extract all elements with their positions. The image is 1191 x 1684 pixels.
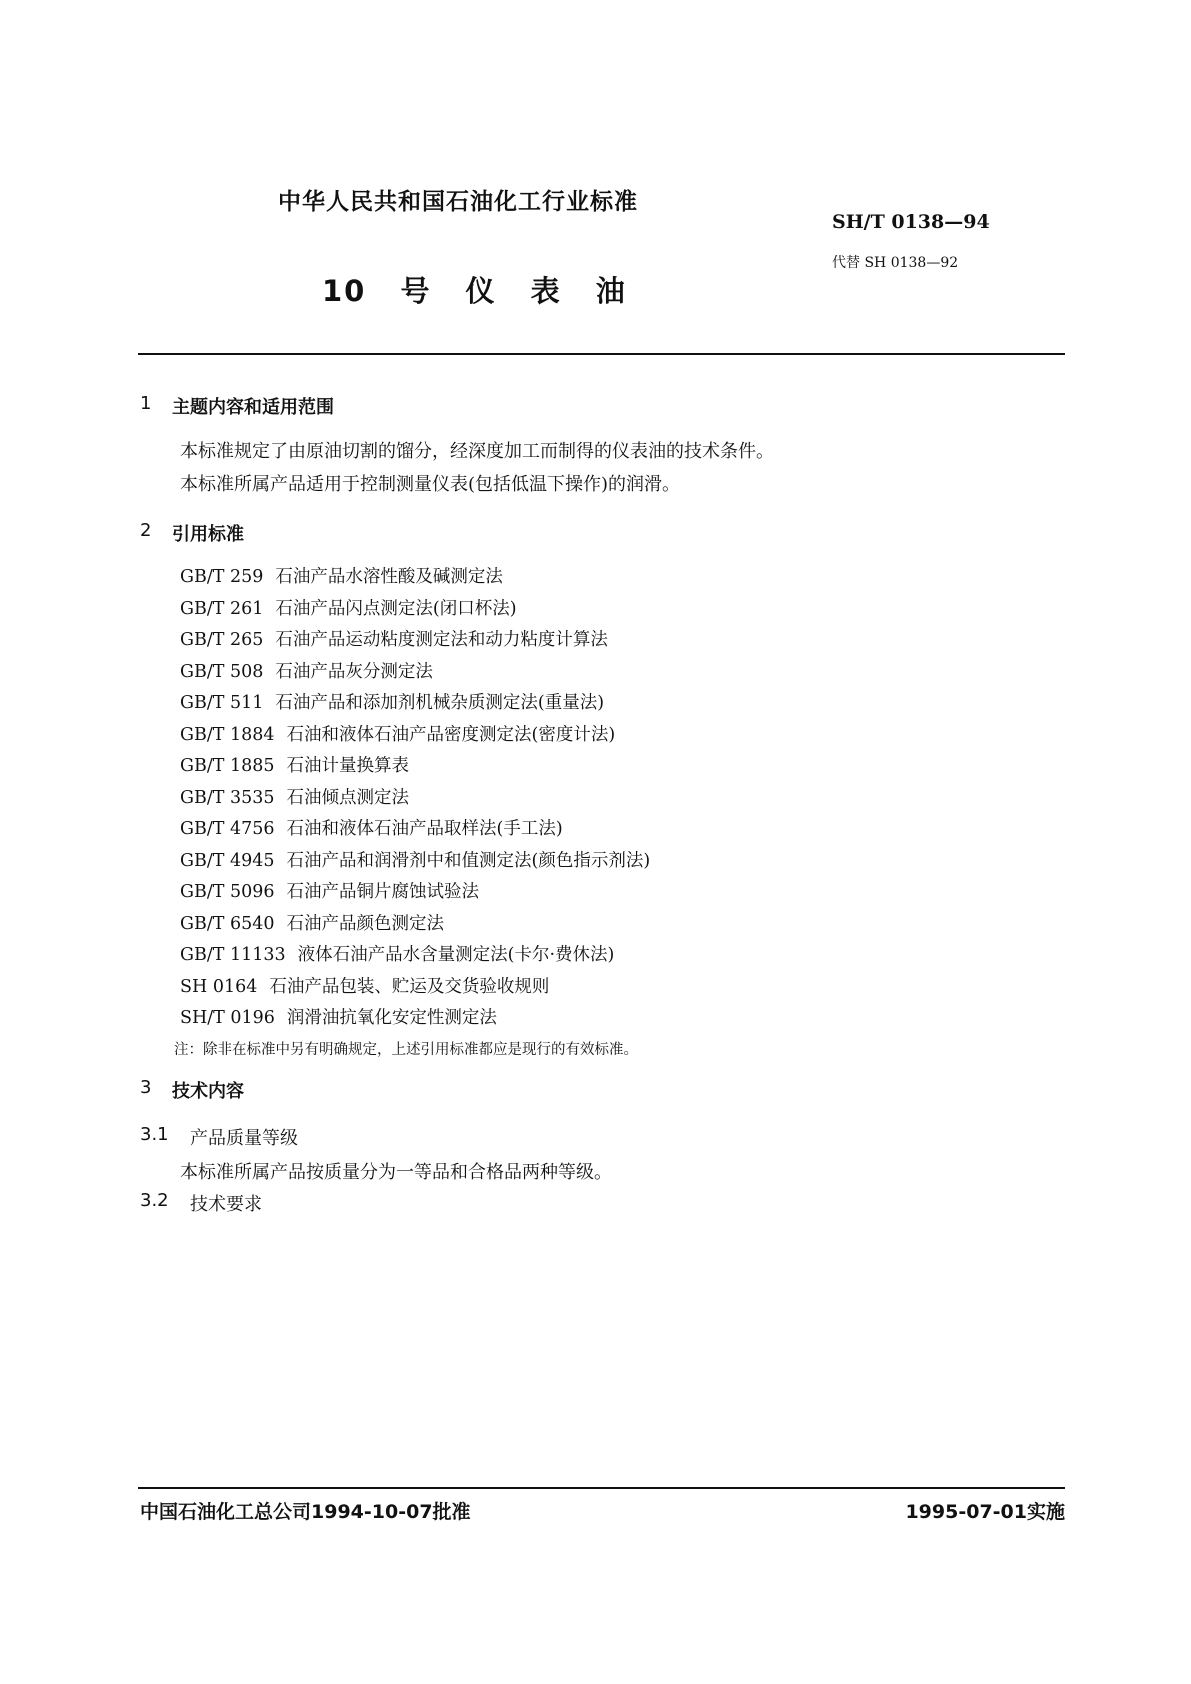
reference-title: 石油产品运动粘度测定法和动力粘度计算法 <box>275 630 608 650</box>
reference-item <box>180 562 650 594</box>
reference-code: GB/T 1884 <box>180 724 275 745</box>
reference-item <box>180 625 650 657</box>
reference-code: GB/T 4756 <box>180 819 275 839</box>
reference-title: 石油产品包装、贮运及交货验收规则 <box>269 976 550 997</box>
reference-code: GB/T 511 <box>180 693 264 713</box>
reference-title: 石油计量换算表 <box>286 756 410 776</box>
subsection-3-2-title: 技术要求 <box>190 1194 262 1215</box>
reference-item <box>180 594 650 626</box>
section-1-paragraph-2: 本标准所属产品适用于控制测量仪表(包括低温下操作)的润滑。 <box>180 474 681 495</box>
reference-item <box>180 814 650 846</box>
reference-title: 润滑油抗氧化安定性测定法 <box>286 1008 497 1028</box>
section-3-title: 技术内容 <box>172 1081 244 1102</box>
reference-code: GB/T 1885 <box>180 756 275 776</box>
section-1-paragraph-1: 本标准规定了由原油切割的馏分，经深度加工而制得的仪表油的技术条件。 <box>180 441 774 462</box>
section-1-title: 主题内容和适用范围 <box>172 397 334 418</box>
reference-code: SH/T 0196 <box>180 1008 275 1028</box>
replaces-standard: 代替 SH 0138—92 <box>832 255 959 271</box>
reference-item <box>180 751 650 783</box>
reference-title: 石油产品闪点测定法(闭口杯法) <box>275 598 517 619</box>
reference-title: 石油产品水溶性酸及碱测定法 <box>275 567 503 587</box>
subsection-3-1-text: 本标准所属产品按质量分为一等品和合格品两种等级。 <box>180 1162 612 1183</box>
section-2-number: 2 <box>140 520 152 541</box>
subsection-3-2-number: 3.2 <box>140 1190 169 1211</box>
reference-item <box>180 846 650 878</box>
reference-item <box>180 940 650 972</box>
reference-title: 石油产品和润滑剂中和值测定法(颜色指示剂法) <box>286 850 651 871</box>
reference-title: 石油倾点测定法 <box>286 787 410 808</box>
reference-title: 液体石油产品水含量测定法(卡尔·费休法) <box>297 945 615 965</box>
subsection-3-1-title: 产品质量等级 <box>190 1128 298 1149</box>
section-3-number: 3 <box>140 1077 152 1098</box>
reference-item <box>180 909 650 941</box>
document-title: 10 号 仪 表 油 <box>322 274 627 308</box>
reference-title: 石油产品灰分测定法 <box>275 661 433 682</box>
reference-title: 石油和液体石油产品取样法(手工法) <box>286 819 563 839</box>
approval-statement: 中国石油化工总公司1994-10-07批准 <box>140 1501 471 1523</box>
reference-code: GB/T 4945 <box>180 850 275 871</box>
reference-code: GB/T 3535 <box>180 787 275 808</box>
reference-code: GB/T 5096 <box>180 882 275 902</box>
reference-code: GB/T 6540 <box>180 913 275 934</box>
reference-item <box>180 1003 650 1035</box>
reference-item <box>180 657 650 689</box>
reference-item <box>180 688 650 720</box>
reference-title: 石油产品铜片腐蚀试验法 <box>286 882 480 902</box>
reference-title: 石油和液体石油产品密度测定法(密度计法) <box>286 724 616 745</box>
reference-list <box>180 562 650 1035</box>
reference-title: 石油产品颜色测定法 <box>286 913 445 934</box>
reference-item <box>180 877 650 909</box>
issuing-org-title: 中华人民共和国石油化工行业标准 <box>278 189 638 215</box>
effective-date: 1995-07-01实施 <box>905 1501 1065 1523</box>
reference-code: GB/T 11133 <box>180 945 286 965</box>
reference-item <box>180 720 650 752</box>
standard-number: SH/T 0138—94 <box>832 211 990 233</box>
reference-title: 石油产品和添加剂机械杂质测定法(重量法) <box>275 693 605 713</box>
section-2-title: 引用标准 <box>172 524 244 545</box>
reference-code: GB/T 261 <box>180 598 264 619</box>
reference-code: SH 0164 <box>180 976 258 997</box>
reference-code: GB/T 265 <box>180 630 264 650</box>
reference-code: GB/T 508 <box>180 661 264 682</box>
footer-divider <box>138 1487 1065 1489</box>
section-1-number: 1 <box>140 393 152 414</box>
reference-item <box>180 972 650 1004</box>
reference-item <box>180 783 650 815</box>
subsection-3-1-number: 3.1 <box>140 1124 169 1145</box>
reference-code: GB/T 259 <box>180 567 264 587</box>
reference-note: 注：除非在标准中另有明确规定，上述引用标准都应是现行的有效标准。 <box>174 1042 638 1058</box>
header-divider <box>138 353 1065 355</box>
